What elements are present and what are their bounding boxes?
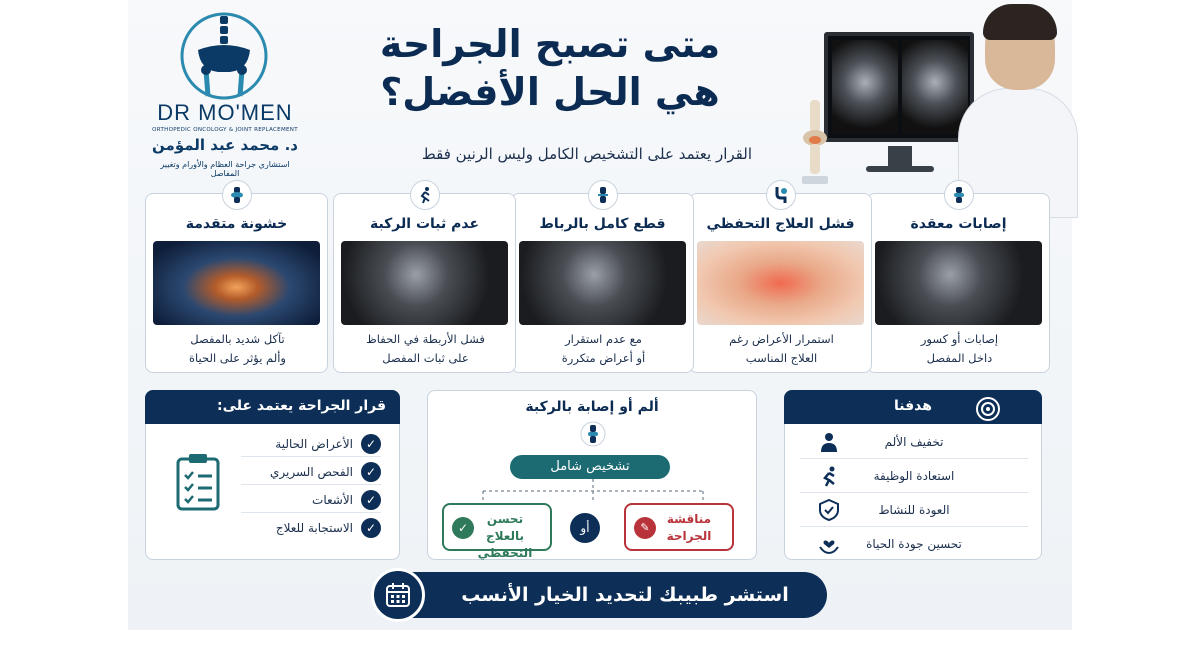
- person-icon: [818, 431, 840, 453]
- doctor-name: د. محمد عبد المؤمن: [152, 136, 298, 154]
- mri-image: [875, 241, 1042, 325]
- ligament-icon: [588, 180, 618, 210]
- clipboard-icon: [176, 453, 220, 511]
- check-icon: ✓: [452, 517, 474, 539]
- or-badge: أو: [570, 513, 600, 543]
- card-description: تآكل شديد بالمفصل وألم يؤثر على الحياة: [189, 332, 286, 365]
- scalpel-icon: ✎: [634, 517, 656, 539]
- decision-item: ✓ الأعراض الحالية: [241, 431, 381, 457]
- flow-title: ألم أو إصابة بالركبة: [525, 399, 659, 415]
- goals-panel-title: هدفنا: [784, 390, 1042, 424]
- heart-hands-icon: [818, 533, 840, 555]
- decision-item: ✓ الفحص السريري: [241, 459, 381, 485]
- brand-logo: [150, 10, 300, 180]
- knee-model-icon: [800, 100, 830, 185]
- goal-item: استعادة الوظيفة: [800, 459, 1028, 493]
- flow-panel: [427, 390, 757, 560]
- decision-item: ✓ الاستجابة للعلاج: [241, 515, 381, 541]
- check-icon: ✓: [361, 434, 381, 454]
- card-knee-instability: [333, 193, 516, 373]
- diagnosis-step: تشخيص شامل: [510, 455, 670, 479]
- surgery-option: ✎ مناقشة الجراحة: [624, 503, 734, 551]
- knee-bone-icon: [222, 180, 252, 210]
- card-advanced-arthritis: [145, 193, 328, 373]
- running-icon: [410, 180, 440, 210]
- card-description: فشل الأربطة في الحفاظ على ثبات المفصل: [366, 332, 485, 365]
- flow-connectors: [468, 479, 718, 505]
- card-title: إصابات معقدة: [910, 216, 1007, 232]
- cta-banner[interactable]: [373, 572, 827, 652]
- card-title: فشل العلاج التحفظي: [706, 216, 855, 232]
- check-icon: ✓: [361, 490, 381, 510]
- knee-pain-icon: [766, 180, 796, 210]
- check-icon: ✓: [361, 518, 381, 538]
- title-line-2: هي الحل الأفضل؟: [380, 70, 720, 114]
- card-ligament-tear: [511, 193, 694, 373]
- goal-item: تحسين جودة الحياة: [800, 527, 1028, 561]
- goal-item: تخفيف الألم: [800, 425, 1028, 459]
- conservative-option: ✓ تحسن بالعلاج التحفظي: [442, 503, 552, 551]
- calendar-icon: [371, 568, 425, 622]
- decision-item: ✓ الأشعات: [241, 487, 381, 513]
- card-complex-injuries: [867, 193, 1050, 373]
- logo-subtext: ORTHOPEDIC ONCOLOGY & JOINT REPLACEMENT: [152, 127, 298, 133]
- spine-pelvis-logo-icon: [178, 10, 270, 102]
- card-conservative-failure: [689, 193, 872, 373]
- mri-image: [341, 241, 508, 325]
- page-title: [340, 20, 760, 116]
- target-icon: [975, 396, 1001, 422]
- card-description: مع عدم استقرار أو أعراض متكررة: [561, 332, 646, 365]
- logo-brand-text: DR MO'MEN: [157, 100, 293, 125]
- running-icon: [818, 465, 840, 487]
- goals-panel: [784, 390, 1042, 560]
- mri-image: [519, 241, 686, 325]
- knee-joint-icon: [580, 421, 606, 447]
- decision-panel-title: قرار الجراحة يعتمد على:: [145, 390, 400, 424]
- page-subtitle: القرار يعتمد على التشخيص الكامل وليس الرنين فقط: [421, 145, 752, 163]
- cta-text: استشر طبيبك لتحديد الخيار الأنسب لحالتك: [461, 584, 789, 652]
- knee-pain-image: [697, 241, 864, 325]
- decision-panel: [145, 390, 400, 560]
- mri-monitor: [824, 32, 974, 142]
- check-icon: ✓: [361, 462, 381, 482]
- doctor-title: استشاري جراحة العظام والأورام وتغيير المفاصل: [160, 160, 290, 178]
- card-title: خشونة متقدمة: [185, 216, 288, 232]
- card-title: عدم ثبات الركبة: [369, 216, 480, 232]
- doctor-illustration: [800, 0, 1072, 200]
- goal-item: العودة للنشاط: [800, 493, 1028, 527]
- card-description: استمرار الأعراض رغم العلاج المناسب: [729, 332, 834, 365]
- title-line-1: متى تصبح الجراحة: [379, 22, 721, 66]
- card-description: إصابات أو كسور داخل المفصل: [920, 332, 999, 365]
- card-title: قطع كامل بالرباط: [539, 216, 666, 232]
- shield-icon: [818, 499, 840, 521]
- knee-joint-icon: [944, 180, 974, 210]
- xray-image: [153, 241, 320, 325]
